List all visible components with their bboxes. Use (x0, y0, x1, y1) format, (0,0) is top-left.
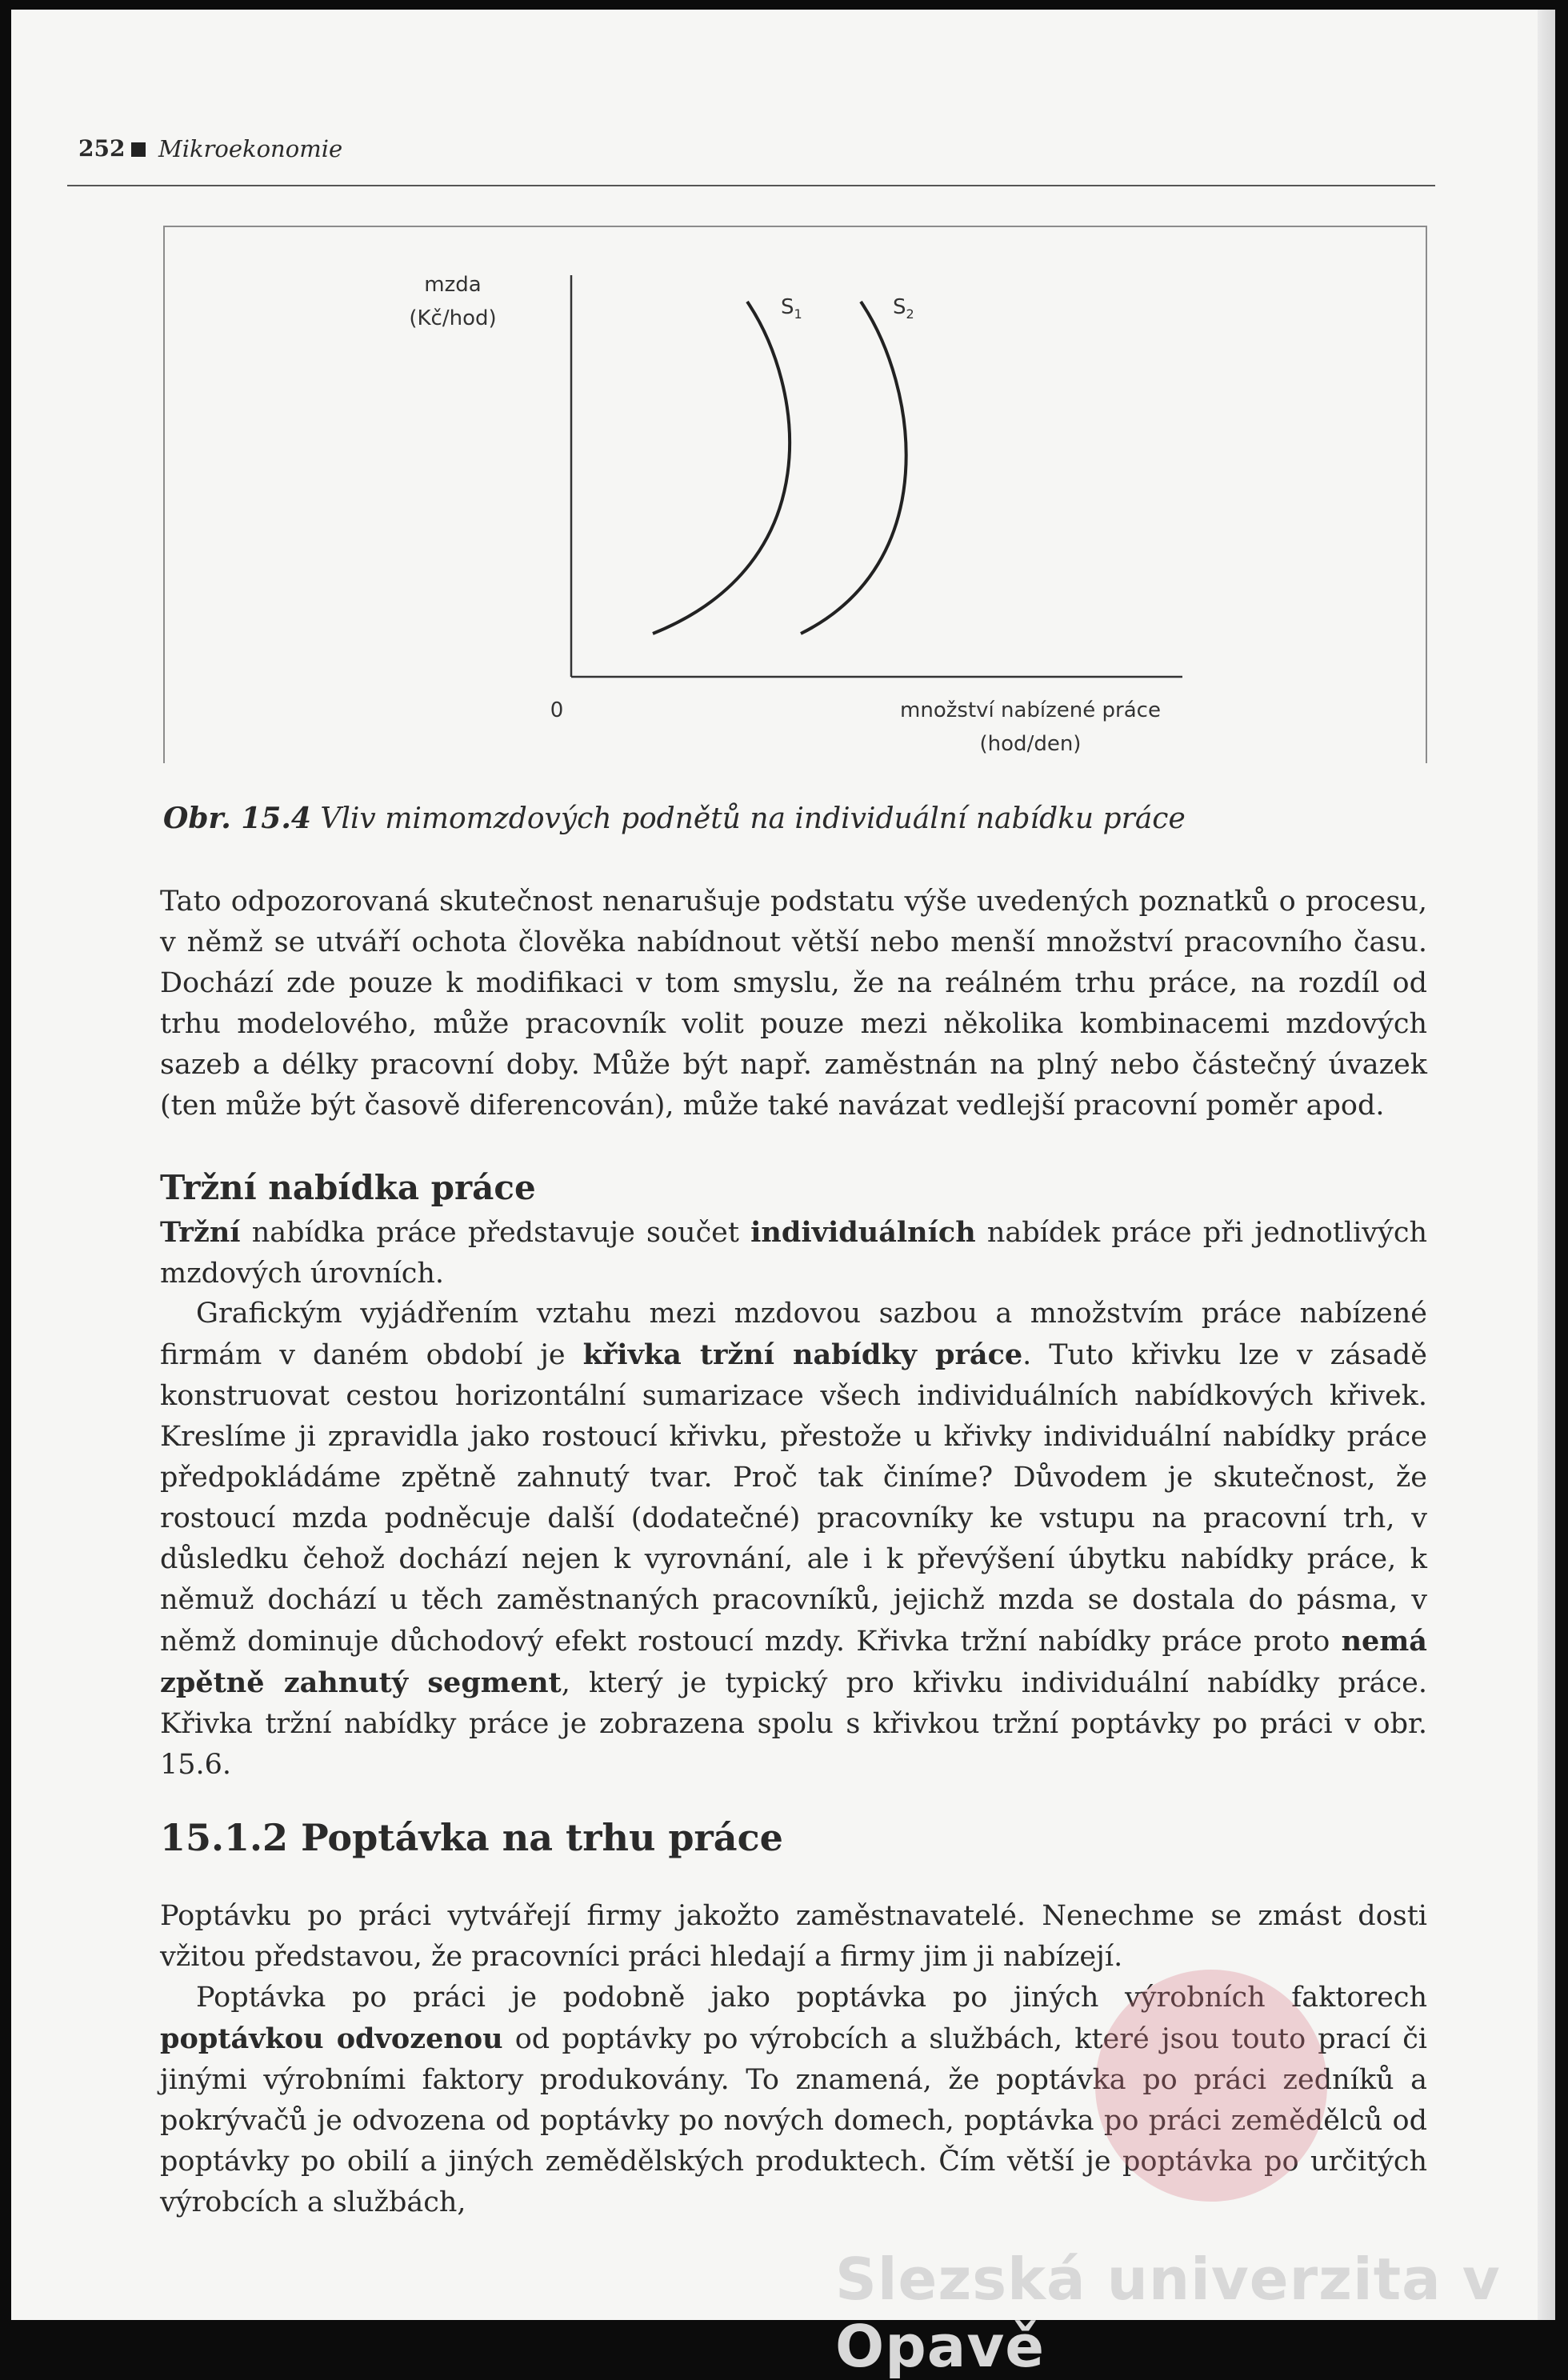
page-header (67, 134, 1435, 186)
book-page (11, 10, 1555, 2380)
library-seal-stamp (1095, 1970, 1327, 2202)
header-square-icon (131, 142, 146, 157)
caption-text: Vliv mimomzdových podnětů na individuální nabídku práce (320, 802, 1186, 835)
paragraph-3: Grafickým vyjádřením vztahu mezi mzdovou sazbou a množstvím práce nabízené firmám v daném období je křivka tržní nabídky práce. Tuto křivku lze v zásadě konstruovat cestou horizontální sumarizace všech individuálních nabídkových křivek. Kreslíme ji zpravidla jako rostoucí křivku, přestože u křivky individuální nabídky práce předpokládáme zpětně zahnutý tvar. Proč tak činíme? Důvodem je skutečnost, že rostoucí mzda podněcuje další (dodatečné) pracovníky ke vstupu na pracovní trh, v důsledku čehož dochází nejen k vyrovnání, ale i k převýšení úbytku nabídky práce, k němuž dochází u těch zaměstnaných pracovníků, jejichž mzda se dostala do pásma, v němž dominuje důchodový efekt rostoucí mzdy. Křivka tržní nabídky práce proto nemá zpětně zahnutý segment, který je typický pro křivku individuální nabídky práce. Křivka tržní nabídky práce je zobrazena spolu s křivkou tržní poptávky po práci v obr. 15.6. (160, 1298, 1427, 1781)
supply-curve-s1 (653, 302, 790, 634)
y-axis-label-line1: mzda (424, 273, 482, 297)
watermark: Slezská univerzita v Opavě (835, 2246, 1501, 2380)
paragraph-1: Tato odpozorovaná skutečnost nenarušuje podstatu výše uvedených poznatků o procesu, v němž se utváří ochota člověka nabídnout větší nebo menší množství pracovního času. Dochází zde pouze k modifikaci v tom smyslu, že na reálném trhu práce, na rozdíl od trhu modelového, může pracovník volit pouze mezi několika kombinacemi mzdových sazeb a délky pracovní doby. Může být např. zaměstnán na plný nebo částečný úvazek (ten může být časově diferencován), může také navázat vedlejší pracovní poměr apod. (160, 886, 1427, 1122)
paragraph-5: Poptávka po práci je podobně jako poptávka po jiných výrobních faktorech poptávkou odvozenou od poptávky po výrobcích a službách, které jsou touto prací či jinými výrobními faktory produkovány. To znamená, že poptávka po práci zedníků a pokrývačů je odvozena od poptávky po nových domech, poptávka po práci zemědělců od poptávky po obilí a jiných zemědělských produktech. Čím větší je poptávka po určitých výrobcích a službách, (160, 1982, 1427, 2218)
supply-curve-figure (165, 227, 1426, 763)
paragraph-2: Tržní nabídka práce představuje součet individuálních nabídek práce při jednotlivých mzdových úrovních. (160, 1216, 1427, 1290)
figure-frame (163, 226, 1427, 763)
running-title: Mikroekonomie (158, 135, 343, 162)
curve-s1-label: $S_1$ (781, 295, 802, 322)
y-axis-label-line2: (Kč/hod) (409, 306, 497, 330)
paragraph-4: Poptávku po práci vytvářejí firmy jakožto zaměstnavatelé. Nenechme se zmást dosti vžitou představou, že pracovníci práci hledají a firmy jim ji nabízejí. (160, 1900, 1427, 1973)
x-axis-label-line2: (hod/den) (979, 732, 1082, 756)
curve-s2-label: $S_2$ (893, 295, 914, 322)
page-number: 252 (78, 135, 126, 162)
origin-label: 0 (550, 698, 564, 722)
page-edge (1538, 10, 1555, 2320)
section-heading: Tržní nabídka práce (160, 1168, 536, 1207)
figure-caption (163, 802, 1186, 835)
x-axis-label-line1: množství nabízené práce (900, 698, 1161, 722)
supply-curve-s2 (801, 302, 906, 634)
caption-number: Obr. 15.4 (163, 802, 311, 835)
chapter-heading: 15.1.2 Poptávka na trhu práce (160, 1816, 783, 1859)
